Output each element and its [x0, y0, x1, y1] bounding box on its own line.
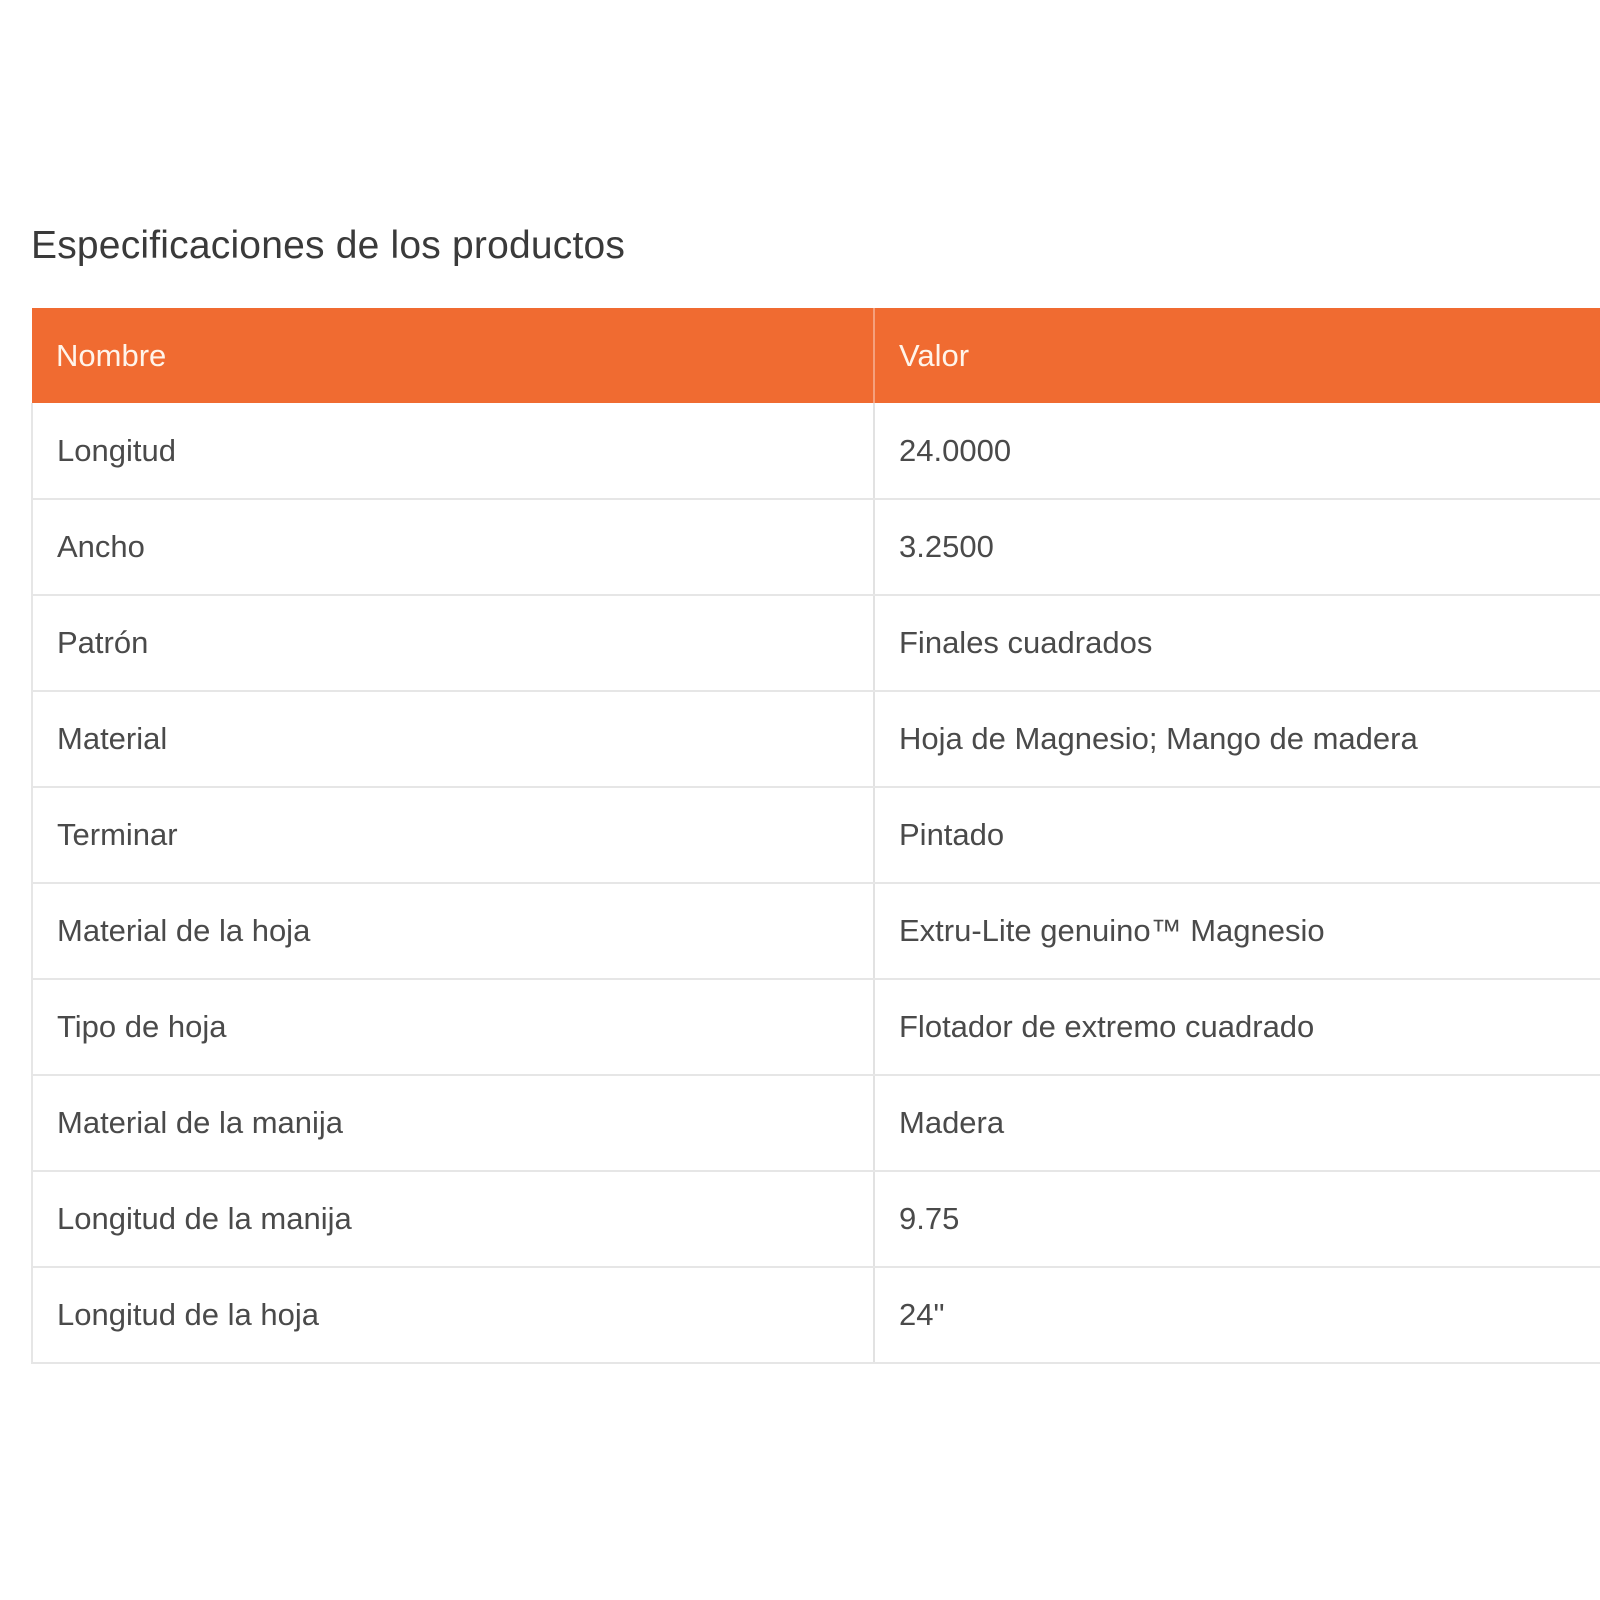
spec-name: Material — [32, 691, 874, 787]
specifications-table — [31, 308, 1600, 1364]
spec-value: Hoja de Magnesio; Mango de madera — [874, 691, 1600, 787]
table-row — [32, 883, 1600, 979]
spec-name: Longitud — [32, 403, 874, 499]
column-header-name: Nombre — [32, 308, 874, 403]
spec-name: Patrón — [32, 595, 874, 691]
spec-name: Material de la manija — [32, 1075, 874, 1171]
spec-value: Finales cuadrados — [874, 595, 1600, 691]
table-row — [32, 787, 1600, 883]
table-row — [32, 691, 1600, 787]
section-title: Especificaciones de los productos — [31, 224, 626, 267]
spec-name: Longitud de la hoja — [32, 1267, 874, 1363]
spec-name: Terminar — [32, 787, 874, 883]
column-header-value: Valor — [874, 308, 1600, 403]
spec-value: Pintado — [874, 787, 1600, 883]
spec-value: 24" — [874, 1267, 1600, 1363]
table-header-row — [32, 308, 1600, 403]
table-row — [32, 979, 1600, 1075]
spec-name: Longitud de la manija — [32, 1171, 874, 1267]
spec-value: Madera — [874, 1075, 1600, 1171]
table-row — [32, 403, 1600, 499]
table-row — [32, 1075, 1600, 1171]
spec-value: Extru-Lite genuino™ Magnesio — [874, 883, 1600, 979]
spec-name: Ancho — [32, 499, 874, 595]
table-row — [32, 595, 1600, 691]
table-row — [32, 1171, 1600, 1267]
spec-value: Flotador de extremo cuadrado — [874, 979, 1600, 1075]
spec-value: 24.0000 — [874, 403, 1600, 499]
spec-name: Tipo de hoja — [32, 979, 874, 1075]
table-row — [32, 1267, 1600, 1363]
spec-value: 3.2500 — [874, 499, 1600, 595]
spec-value: 9.75 — [874, 1171, 1600, 1267]
spec-name: Material de la hoja — [32, 883, 874, 979]
table-row — [32, 499, 1600, 595]
